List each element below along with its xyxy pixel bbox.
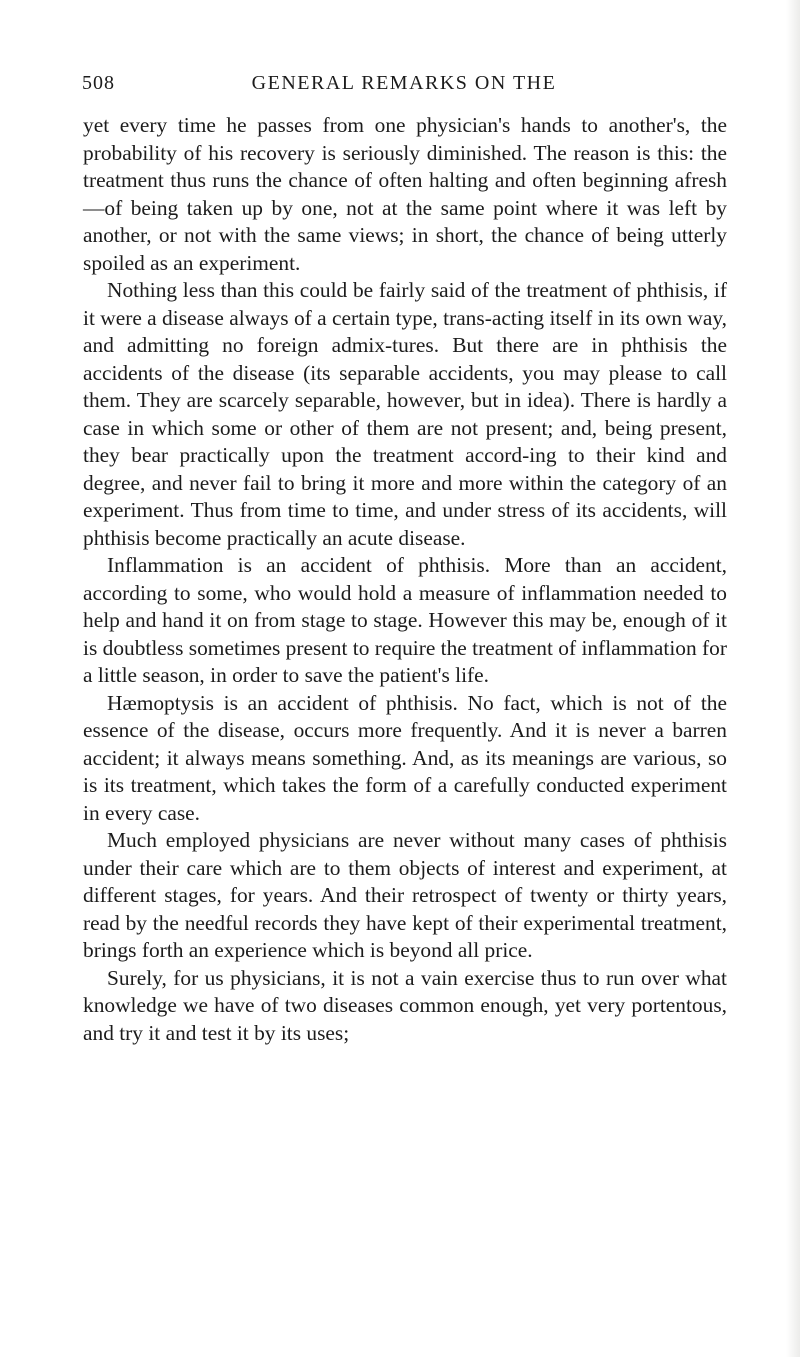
- paragraph-phthisis-treatment: Nothing less than this could be fairly said of the treatment of phthisis, if it were a disease always of a certain type, trans-acting itself in its own way, and admitting no foreign admix-tures. But there are in phthisis the accidents of the disease (its separable accidents, you may please to call them. They are scarcely separable, however, but in idea). There is hardly a case in which some or other of them are not present; and, being present, they bear practically upon the treatment accord-ing to their kind and degree, and never fail to bring it more and more within the category of an experiment. Thus from time to time, and under stress of its accidents, will phthisis become practically an acute disease.: [83, 278, 727, 550]
- running-header: [82, 72, 726, 102]
- paragraph-surely: Surely, for us physicians, it is not a vain exercise thus to run over what knowledge we have of two diseases common enough, yet very portentous, and try it and test it by its uses;: [83, 965, 727, 1045]
- running-header-title: GENERAL REMARKS ON THE: [251, 72, 557, 94]
- body-text: [83, 112, 727, 1047]
- page-edge-shadow: [786, 0, 800, 1357]
- paragraph-continued: yet every time he passes from one physician's hands to another's, the probability of his recovery is seriously diminished. The reason is this: the treatment thus runs the chance of often halting and often beginning afresh—of being taken up by one, not at the same point where it was left by another, or not with the same views; in short, the chance of being utterly spoiled as an experiment.: [83, 113, 727, 275]
- paragraph-inflammation: Inflammation is an accident of phthisis. More than an accident, according to some, who would hold a measure of inflammation needed to help and hand it on from stage to stage. However this may be, enough of it is doubtless sometimes present to require the treatment of inflammation for a little season, in order to save the patient's life.: [83, 553, 727, 687]
- paragraph-employed-physicians: Much employed physicians are never without many cases of phthisis under their care which are to them objects of interest and experiment, at different stages, for years. And their retrospect of twenty or thirty years, read by the needful records they have kept of their experimental treatment, brings forth an experience which is beyond all price.: [83, 828, 727, 962]
- paragraph-haemoptysis: Hæmoptysis is an accident of phthisis. No fact, which is not of the essence of the disease, occurs more frequently. And it is never a barren accident; it always means something. And, as its meanings are various, so is its treatment, which takes the form of a carefully conducted experiment in every case.: [83, 690, 727, 825]
- page-number: 508: [82, 72, 115, 94]
